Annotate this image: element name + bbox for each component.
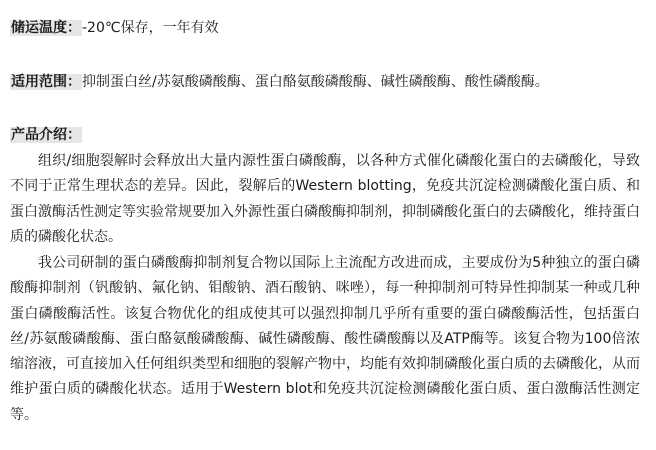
intro-heading-line <box>10 125 82 145</box>
scope-value: 抑制蛋白丝/苏氨酸磷酸酶、蛋白酪氨酸磷酸酶、碱性磷酸酶、酸性磷酸酶。 <box>82 74 549 90</box>
scope-line <box>10 72 549 92</box>
intro-paragraph-1: 组织/细胞裂解时会释放出大量内源性蛋白磷酸酶，以各种方式催化磷酸化蛋白的去磷酸化，导致不同于正常生理状态的差异。因此，裂解后的Western blotting，免疫共沉淀检测磷酸化蛋白质、和蛋白激酶活性测定等实验常规要加入外源性蛋白磷酸酶抑制剂，抑制磷酸化蛋白的去磷酸化，维持蛋白质的磷酸化状态。 <box>10 153 640 245</box>
storage-line <box>10 18 219 38</box>
scope-label: 适用范围： <box>11 74 81 90</box>
intro-heading: 产品介绍： <box>11 127 81 143</box>
intro-paragraph-2: 我公司研制的蛋白磷酸酶抑制剂复合物以国际上主流配方改进而成，主要成份为5种独立的蛋白磷酸酶抑制剂（钒酸钠、氟化钠、钼酸钠、酒石酸钠、咪唑），每一种抑制剂可特异性抑制某一种或几种蛋白磷酸酶活性。该复合物优化的组成使其可以强烈抑制几乎所有重要的蛋白磷酸酶活性，包括蛋白丝/苏氨酸磷酸酶、蛋白酪氨酸磷酸酶、碱性磷酸酶、酸性磷酸酶以及ATP酶等。该复合物为100倍浓缩溶液，可直接加入任何组织类型和细胞的裂解产物中，均能有效抑制磷酸化蛋白质的去磷酸化，从而维护蛋白质的磷酸化状态。适用于Western blot和免疫共沉淀检测磷酸化蛋白质、蛋白激酶活性测定等。 <box>10 255 640 423</box>
storage-label: 储运温度： <box>11 20 81 36</box>
storage-value: -20℃保存，一年有效 <box>82 20 219 36</box>
